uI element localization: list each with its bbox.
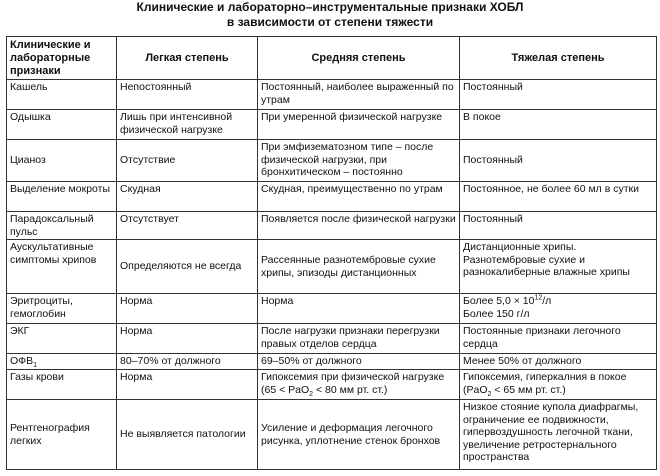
row-moderate: Гипоксемия при физической нагрузке (65 < PaO$_2$ < 80 мм рт. ст.) — [258, 370, 460, 400]
row-sign: Выделение мокроты — [7, 182, 117, 212]
header-moderate: Средняя степень — [258, 37, 460, 80]
row-mild: Норма — [117, 370, 258, 400]
row-mild: Скудная — [117, 182, 258, 212]
table-row — [7, 240, 657, 294]
table-row — [7, 400, 657, 470]
table-row — [7, 110, 657, 140]
row-moderate: 69–50% от должного — [258, 354, 460, 370]
row-moderate: После нагрузки признаки перегрузки правых отделов сердца — [258, 324, 460, 354]
header-mild: Легкая степень — [117, 37, 258, 80]
row-moderate: Появляется после физической нагрузки — [258, 212, 460, 240]
row-sign: Кашель — [7, 80, 117, 110]
row-severe: Постоянный — [460, 140, 657, 182]
row-severe — [460, 294, 657, 324]
row-sign: Одышка — [7, 110, 117, 140]
table-row — [7, 354, 657, 370]
table-row — [7, 294, 657, 324]
row-moderate: Рассеянные разнотембровые сухие хрипы, эпизоды дистанционных — [258, 240, 460, 294]
row-moderate: Норма — [258, 294, 460, 324]
row-sign: Эритроциты, гемоглобин — [7, 294, 117, 324]
row-mild: Определяются не всегда — [117, 240, 258, 294]
row-moderate: Скудная, преимущественно по утрам — [258, 182, 460, 212]
row-severe: В покое — [460, 110, 657, 140]
table-row — [7, 182, 657, 212]
row-mild: Отсутствие — [117, 140, 258, 182]
row-moderate: При умеренной физической нагрузке — [258, 110, 460, 140]
row-mild: Норма — [117, 324, 258, 354]
row-severe: Постоянное, не более 60 мл в сутки — [460, 182, 657, 212]
row-moderate: Постоянный, наиболее выраженный по утрам — [258, 80, 460, 110]
row-sign: $ОФВ_1$ — [7, 354, 117, 370]
row-severe: Дистанционные хрипы. Разнотембровые сухие и разнокалиберные влажные хрипы — [460, 240, 657, 294]
row-mild: 80–70% от должного — [117, 354, 258, 370]
row-mild: Отсутствует — [117, 212, 258, 240]
row-mild: Лишь при интенсивной физической нагрузке — [117, 110, 258, 140]
row-severe: Постоянный — [460, 80, 657, 110]
table-row — [7, 324, 657, 354]
table-title — [0, 0, 660, 36]
row-sign: Рентгенография легких — [7, 400, 117, 470]
row-sign: ЭКГ — [7, 324, 117, 354]
row-severe: Гипоксемия, гиперкалния в покое (PaO$_2$ < 65 мм рт. ст.) — [460, 370, 657, 400]
row-sign: Газы крови — [7, 370, 117, 400]
header-row — [7, 37, 657, 80]
header-severe: Тяжелая степень — [460, 37, 657, 80]
title-line-1: Клинические и лабораторно–инструментальные признаки ХОБЛ — [136, 0, 524, 14]
row-sign: Аускультативные симптомы хрипов — [7, 240, 117, 294]
row-mild: Непостоянный — [117, 80, 258, 110]
table-row — [7, 370, 657, 400]
copd-severity-table — [6, 36, 657, 470]
row-sign: Парадоксальный пульс — [7, 212, 117, 240]
hemoglobin-value: Более 150 г/л — [463, 307, 530, 320]
title-line-2: в зависимости от степени тяжести — [226, 15, 434, 29]
erythrocytes-value: Более $5,0 \times 10^{12}/л$ — [463, 294, 552, 307]
row-severe: Низкое стояние купола диафрагмы, ограничение ее подвижности, гипервоздушность легочной ткани, увеличение ретростернального пространства — [460, 400, 657, 470]
header-signs: Клинические и лабораторные признаки — [7, 37, 117, 80]
row-moderate: При эмфизематозном типе – после физической нагрузки, при бронхитическом – постоянно — [258, 140, 460, 182]
table-row — [7, 212, 657, 240]
table-row — [7, 80, 657, 110]
row-severe: Постоянный — [460, 212, 657, 240]
row-mild: Норма — [117, 294, 258, 324]
row-severe: Менее 50% от должного — [460, 354, 657, 370]
table-row — [7, 140, 657, 182]
row-mild: Не выявляется патологии — [117, 400, 258, 470]
row-severe: Постоянные признаки легочного сердца — [460, 324, 657, 354]
row-sign: Цианоз — [7, 140, 117, 182]
row-moderate: Усиление и деформация легочного рисунка, уплотнение стенок бронхов — [258, 400, 460, 470]
